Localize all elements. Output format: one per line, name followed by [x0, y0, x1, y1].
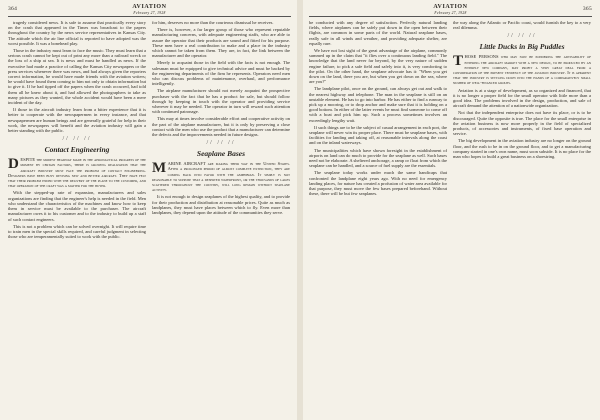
paragraph: Aviation is at a stage of development, as so organized and financed, that it is no longer a proper field for the small operator with little more than a good idea. The problems involved in the design, production, and sale of aircraft demand the attention of a nationwide organization. — [453, 87, 591, 109]
paragraph: Those in the industry must learn to face the music. They must learn that a serious crash cannot be kept out of print any more than a railroad wreck or the loss of a ship at sea. It is news and must be handled as news. If the executive had made a practice of calling the Kansas City newspapers or the press services whenever there was news, and had always given the reporters correct information, he would have made friends with the aviation writers; he would have found them coming to him not only to obtain information but to give it. If he had tipped off the papers when the crash occurred, had told them all he knew about it, and had allowed the photographers to take as many pictures as they wanted, the whole accident would have been a mere incident of the day. — [8, 48, 146, 106]
paragraph: The municipalities which have shown foresight in the establishment of airports on land can do much to provide for the seaplane as well. Such bases need not be elaborate. A sheltered anchorage, a ramp or float from which the seaplane can be handled, and a source of fuel supply are the essentials. — [309, 147, 447, 169]
page-number: 364 — [8, 6, 18, 12]
column-right-1 — [309, 20, 447, 199]
running-title: AVIATION — [433, 4, 468, 10]
paragraph-text: ARINE AIRCRAFT are making their way in the United States. After a prolonged period of almost complete extinction, they are coming back into favor with the amphibian. It simply is not reasonable to suppose that a deserted waterfront, or the thousands of lakes scattered throughout the country, will long remain without seaplane activity. — [152, 161, 290, 193]
issue-date: February 27, 1928 — [434, 10, 467, 15]
columns — [8, 20, 291, 241]
issue-date: February 27, 1928 — [133, 10, 166, 15]
paragraph: We have not lost sight of the great advantage of the airplane, commonly summed up in the claim that "it flies over a continuous landing field." The knowledge that the land never far beyond, by the very nature of sudden engine failure, to pick a safe field and safely into it, is very comforting to the pilot. On the other hand, the seaplane advocate has it: "When you get down on the land, there you are, but when you get down on the sea, where are you?" — [309, 48, 447, 85]
paragraph: The landplane pilot, once on the ground, can always get out and walk to the nearest highway and telephone. The man in the seaplane is still on an unstable element. He has to go into harbor. He has either to find a runway to pick up a mooring, or to drop anchor and make sure that it is holding on a good bottom. In either of the latter events he must find someone to come off with a boat and pick him up. Such a process sometimes involves an exceedingly lengthy wait. — [309, 86, 447, 123]
column-left-2 — [152, 20, 290, 241]
page-header — [8, 4, 291, 17]
left-page — [0, 0, 297, 420]
right-page — [303, 0, 600, 420]
running-title: AVIATION — [132, 4, 167, 10]
paragraph: There is, however, a far larger group of those who represent reputable manufacturing concerns, with adequate engineering staffs, who are able to assure the operator that their products are sound and fitted for his purpose. These men have a real contribution to make and a place in the industry which cannot be taken from them. They are, in fact, the link between the manufacturer and the operator. — [152, 27, 290, 59]
paragraph-text: HOSE PERSONS who may now be pondering the advisability of entering the aircraft market with a new design, to be produced by an entirely new company, may profit a very great deal from a consideration of the present tendency of the aviation industry. It is apparent that the industry is settling down into the hands of a comparatively small number of well-financed groups. — [453, 54, 591, 86]
paragraph: tragedy considered news. It is safe to assume that practically every story on the crash that appeared in the Times was broadcast to the papers throughout the country by the news service representatives in Kansas City. The attitude which the air line official is reported to have adopted was the worst possible. It was a bonehead play. — [8, 20, 146, 46]
section-heading: Little Ducks in Big Puddles — [479, 42, 565, 52]
drop-cap: T — [453, 52, 464, 69]
paragraph: It is not enough to design seaplanes of the highest quality, and to provide for their production and distribution at reasonable prices. Quite as much as landplanes, they must have places between which to fly. Even more than landplanes, they depend upon the attitude of the communities they serve. — [152, 194, 290, 216]
paragraph: the way along the Atlantic or Pacific coast, would furnish the key to a very real dilemma. — [453, 20, 591, 31]
section-ornament: // // // — [507, 33, 537, 40]
section-heading: Contact Engineering — [44, 145, 110, 155]
drop-cap: D — [8, 155, 19, 172]
paragraph — [152, 161, 290, 192]
page-header — [309, 4, 592, 17]
paragraph: The airplane manufacturer should not merely acquaint the prospective purchaser with the fact that he has a product for sale, but should follow through by keeping in touch with the operator and providing service wherever it may be needed. The operator in turn will reward such attention with continued patronage. — [152, 88, 290, 115]
paragraph-text: ESPITE the modest headway made in the aeronautical progress of the moment by certain factors, there is growing realization that the aircraft industry must face the problem of contact engineering. Designers have been busy devising new and better aircraft. They have felt that their problem ended with the delivery of the plane to the customer, and that operation of the craft was a matter for the buyer. — [8, 157, 146, 189]
paragraph: With the stepped-up rate of expansion, manufacturers and sales organizations are finding that the engineer's help is needed in the field. Men who understand the characteristics of the machines and know how to keep them in service must be available to the purchaser. The aircraft manufacturer owes it to his customer and to the industry to build up a staff of such contact engineers. — [8, 190, 146, 222]
paragraph: If those in the aircraft industry learn from a bitter experience that it is better to cooperate with the newspapermen in every instance, and that newspapermen are human beings and are generally grateful for help in their work, the newspapers will benefit and the aviation industry will gain a better standing with the public. — [8, 107, 146, 134]
paragraph: for him, deserves no more than the courteous dismissal he receives. — [152, 20, 274, 25]
paragraph: Merely to acquaint those in the field with the facts is not enough. The salesman must be equipped to give technical advice and must be backed by the engineering departments of the firm he represents. Operators need men who can discuss problems of maintenance, overhaul, and performance intelligently. — [152, 60, 290, 87]
paragraph: This is not a problem which can be solved overnight. It will require time to train men in the special skills required, and careful judgment in selecting those who are temperamentally suited to work with the public. — [8, 223, 146, 240]
section-heading: Seaplane Bases — [196, 149, 246, 159]
paragraph: This may at times involve considerable effort and cooperative activity on the part of the airplane manufacturer, but it is only by preserving a close contact with the men who use the product that a manufacturer can determine the defects and the improvements needed in future designs. — [152, 116, 290, 138]
page-number: 365 — [582, 6, 592, 12]
drop-cap: M — [152, 159, 167, 176]
paragraph: Not that the independent enterprise does not have its place, or is to be discouraged. Quite the opposite is true. The place for the small enterprise in the aviation business is now more properly in the field of specialized products, of accessories and instruments, of fixed base operation and service. — [453, 110, 591, 137]
paragraph — [453, 54, 591, 85]
paragraph: be conducted with any degree of satisfaction. Perfectly natural landing fields, where airplanes can be safely put down in the open between their flights, are common in some parts of the world. Natural seaplane bases, really safe in all winds and weather, and providing adequate shelter, are equally rare. — [309, 20, 447, 46]
section-ornament: // // // — [206, 140, 236, 147]
column-left-1 — [8, 20, 146, 241]
paragraph: The big development in the aviation industry are no longer on the ground floor, and the rush to be in on the ground floor, and to get a manufacturing company started in one's own name, must soon subside. It is no place for the man who hopes to build a great business on a shoestring. — [453, 138, 591, 160]
section-ornament: // // // — [62, 136, 92, 143]
paragraph: The seaplane today works under much the same handicaps that confronted the landplane eight years ago. With no need for emergency landing places, for nature has created a profusion of water area available for that purpose, they must move the few bases prepared beforehand. Without these, there will be but few seaplanes. — [309, 170, 447, 197]
column-right-2 — [453, 20, 591, 199]
paragraph: If such things are to be the subject of casual arrangement in each port, the seaplane will never win its proper place. There must be seaplane bases, with facilities for landing and taking off, at reasonable intervals along the coast and on the inland waterways. — [309, 124, 447, 146]
paragraph — [8, 157, 146, 188]
columns — [309, 20, 592, 199]
